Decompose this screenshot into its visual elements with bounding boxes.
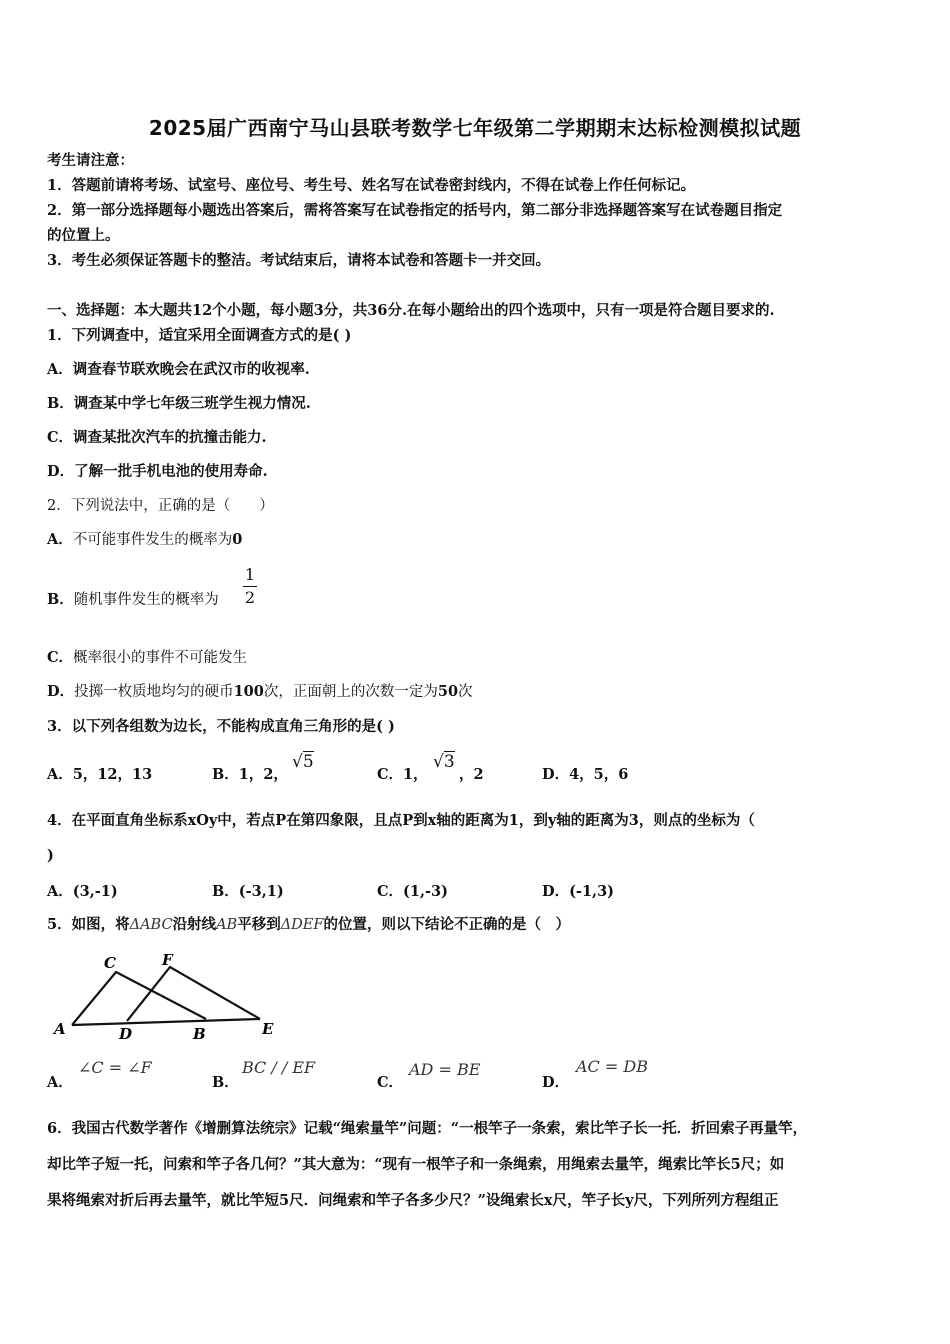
question-2-option-a: A．不可能事件发生的概率为0 [47, 531, 243, 548]
page-title: 2025届广西南宁马山县联考数学七年级第二学期期末达标检测模拟试题 [148, 116, 802, 140]
question-3-option-d: D．4，5，6 [542, 766, 629, 783]
notice-heading: 考生请注意： [47, 152, 134, 169]
question-6-line: 果将绳索对折后再去量竿，就比竿短5尺．问绳索和竿子各多少尺？”设绳索长x尺，竿子长y尺，下列所列方程组正 [47, 1192, 779, 1209]
question-4-stem: 4．在平面直角坐标系xOy中，若点P在第四象限，且点P到x轴的距离为1，到y轴的距离为3，则点的坐标为（ [47, 812, 755, 829]
question-3-option-c: C．1， [377, 766, 428, 783]
question-1-option-d: D．了解一批手机电池的使用寿命. [47, 463, 268, 480]
question-5-option-c-expr: AD = BE [409, 1060, 481, 1079]
question-1-option-c: C．调查某批次汽车的抗撞击能力. [47, 429, 267, 446]
question-2-option-c: C．概率很小的事件不可能发生 [47, 649, 248, 666]
question-6-line: 6．我国古代数学著作《增删算法统宗》记载“绳索量竿”问题：“一根竿子一条索，索比竿子长一托．折回索子再量竿， [47, 1120, 808, 1137]
section-heading: 一、选择题：本大题共12个小题，每小题3分，共36分.在每小题给出的四个选项中，只有一项是符合题目要求的. [47, 302, 775, 319]
question-5-option-a: A． [47, 1074, 73, 1091]
fraction-one-half: $\frac{1}{2}$ [244, 565, 256, 607]
question-5-option-b-expr: BC / / EF [242, 1058, 316, 1077]
question-2-option-b: B．随机事件发生的概率为 [47, 591, 219, 608]
question-4-option-a: A．(3,-1) [47, 883, 118, 900]
question-1-option-b: B．调查某中学七年级三班学生视力情况. [47, 395, 311, 412]
question-4-option-c: C．(1,-3) [377, 883, 449, 900]
question-1-option-a: A．调查春节联欢晚会在武汉市的收视率. [47, 361, 310, 378]
question-3-option-b: B．1，2， [212, 766, 288, 783]
triangle-lines [72, 967, 260, 1025]
notice-item: 3．考生必须保证答题卡的整洁。考试结束后，请将本试卷和答题卡一并交回。 [47, 252, 551, 269]
sqrt-3: √3 [433, 752, 455, 772]
question-5-option-d-expr: AC = DB [576, 1057, 648, 1076]
question-5-option-a-expr: ∠C = ∠F [78, 1058, 152, 1077]
question-4-stem-end: ) [47, 847, 54, 864]
notice-item: 的位置上。 [47, 227, 120, 244]
label-e: E [262, 1020, 274, 1038]
label-f: F [162, 952, 173, 969]
notice-item: 1．答题前请将考场、试室号、座位号、考生号、姓名写在试卷密封线内，不得在试卷上作任何标记。 [47, 177, 696, 194]
label-b: B [193, 1025, 206, 1042]
question-2-option-d: D．投掷一枚质地均匀的硬币100次，正面朝上的次数一定为50次 [47, 683, 473, 700]
question-2-stem: 2．下列说法中，正确的是（ ） [47, 498, 274, 514]
label-d: D [119, 1025, 133, 1042]
notice-item: 2．第一部分选择题每小题选出答案后，需将答案写在试卷指定的括号内，第二部分非选择题答案写在试卷题目指定 [47, 202, 783, 219]
question-3-stem: 3．以下列各组数为边长，不能构成直角三角形的是( ) [47, 718, 395, 735]
question-4-option-b: B．(-3,1) [212, 883, 284, 900]
question-3-option-a: A．5，12，13 [47, 766, 153, 783]
question-5-option-b: B． [212, 1074, 239, 1091]
label-c: C [104, 954, 116, 972]
question-5-option-c: C． [377, 1074, 404, 1091]
translation-figure [50, 952, 290, 1042]
question-1-stem: 1．下列调查中，适宜采用全面调查方式的是( ) [47, 327, 352, 344]
label-a: A [54, 1020, 66, 1038]
question-6-line: 却比竿子短一托，问索和竿子各几何？”其大意为：“现有一根竿子和一条绳索，用绳索去量竿，绳索比竿长5尺；如 [47, 1156, 785, 1173]
sqrt-5: √5 [292, 752, 314, 772]
question-5-stem: 5．如图，将ΔABC沿射线AB平移到ΔDEF的位置，则以下结论不正确的是（ ） [47, 916, 570, 933]
question-4-option-d: D．(-1,3) [542, 883, 615, 900]
question-3-option-c-suffix: ，2 [459, 766, 484, 783]
question-5-option-d: D． [542, 1074, 570, 1091]
